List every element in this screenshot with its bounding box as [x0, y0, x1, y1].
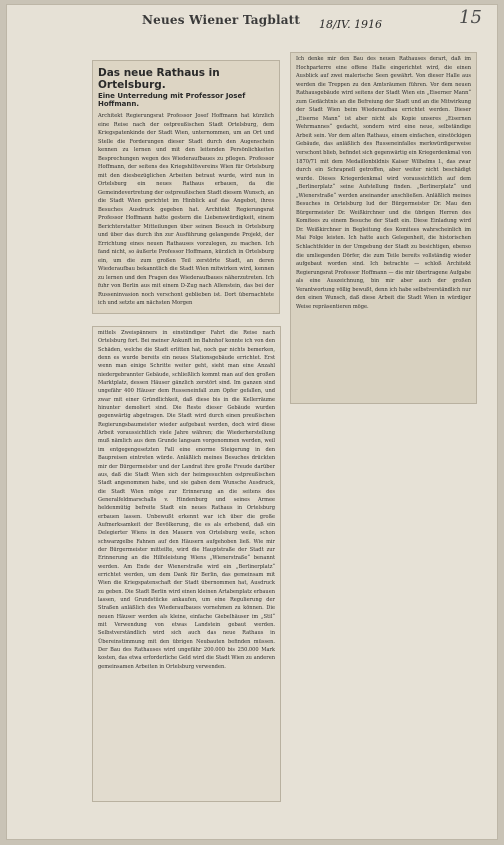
article-body-column-3: Ich denke mir den Bau des neuen Rathauses derart, daß im Hochparterre eine offene Halle eingerichtet wird, die einen Ausblick auf zwei malerische Seen gewährt. Von dieser Halle aus werden die Treppen zu den Amtsräumen führen. Vor dem neuen Rathausgebäude wird seitens der Stadt Wien ein „Eiserner Mann“ zum Gedächtnis an die Befreiung der Stadt und an die Mitwirkung der Stadt Wien beim Wiederaufbau errichtet werden. Dieser „Eiserne Mann“ ist aber nicht als Kopie unseres „Eisernen Wehrmannes“ gedacht, sondern wird eine neue, selbständige Arbeit sein. Vor dem alten Rathaus, einem einfachen, einstöckigen Gebäude, das anläßlich des Russeneinfalles merkwürdigerweise verschont blieb, befindet sich gegenwärtig ein Kriegerdenkmal von 1870/71 mit dem Medaillonbildnis Kaiser Wilhelms I., das zwar durch ein Schrapnell getroffen, aber weiter nicht beschädigt wurde. Dieses Kriegerdenkmal wird voraussichtlich auf dem „Berlinerplatz“ seine Aufstellung finden. „Berlinerplatz“ und „Wienerstraße“ werden aneinander anschließen. Anläßlich meines Besuches in Ortelsburg lud der Bürgermeister Dr. Mau den Bürgermeister Dr. Weißkirchner und die übrigen Herren des Komitees zu einem Besuche der Stadt ein. Diese Einladung wird Dr. Weißkirchner in Begleitung des Komitees wahrscheinlich im Mai Folge leisten. Ich hatte auch Gelegenheit, die historischen Schlachtfelder in der Umgebung der Stadt zu besichtigen, ebenso die umliegenden Dörfer, die zum Teile bereits vollständig wieder aufgebaut worden sind. Ich betrachte — schloß Architekt Regierungsrat Professor Hoffmann — die mir übertragene Aufgabe als eine Auszeichnung, bin mir aber auch der großen Verantwortung völlig bewußt, denn ich habe selbstverständlich nur den einen Wunsch, daß diese Arbeit die Stadt Wien in würdiger Weise repräsentieren möge.: [296, 56, 473, 310]
article-body-column-2: mittels Zweispänners in einstündiger Fahrt die Reise nach Ortelsburg fort. Bei meiner Ankunft im Bahnhof konnte ich von den Schäden, welche die Stadt erlitten hat, noch gar nichts bemerken, denn es wurde bereits ein neues Stationsgebäude errichtet. Erst wenn man einige Schritte weiter geht, sieht man eine Anzahl niedergebrannter Gebäude, schließlich kommt man auf den großen Marktplatz, dessen Häuser gänzlich zerstört sind. Im ganzen sind ungefähr 400 Häuser dem Russeneinfall zum Opfer gefallen, und zwar mit einer Gründlichkeit, daß diese bis in die Kellerräume hinunter demoliert sind. Die Reste dieser Gebäude wurden gegenwärtig abgetragen. Die Stadt wird durch einen preußischen Regierungsbaumeister wieder aufgebaut werden, doch wird diese Arbeit voraussichtlich viele Jahre währen; die Wiederherstellung muß nämlich aus dem Grunde langsam vorgenommen werden, weil im entgegengesetzten Fall eine enorme Steigerung in den Baupreisen eintreten würde. Anläßlich meines Besuches drückten mir der Bürgermeister und der Landrat ihre große Freude darüber aus, daß die Stadt Wien sich der heimgesuchten ostpreußischen Stadt angenommen habe, und sie gaben dem Wunsche Ausdruck, die Stadt Wien möge zur Erinnerung an die seitens des Generalfeldmarschalls v. Hindenburg und seines Armee heldenmütig befreite Stadt ein neues Rathaus in Ortelsburg erbauen lassen. Unbewußt erkennt war ich über die große Aufmerksamkeit der Bevölkerung, die es als erhebend, daß ein Delegierter Wiens in den Mauern von Ortelsburg weile, schon schwarzgelbe Fahnen auf den Häusern aufgehoben ließ. Wie mir der Bürgermeister mitteilte, wird die Hauptstraße der Stadt zur Erinnerung an die Hilfeleistung Wiens „Wienerstraße“ benannt werden. Am Ende der Wienerstraße wird ein „Berlinerplatz“ errichtet werden, um dem Dank für Berlin, das gemeinsam mit Wien die Kriegspatenschaft der Stadt übernommen hat, Ausdruck zu geben. Die Stadt Berlin wird einen kleinen Artabenplatz erbauen lassen, und Grundstücke ankaufen, um eine Regulierung der Straßen anläßlich des Wiederaufbaues vornehmen zu können. Die neuen Häuser werden als kleine, einfache Giebelhäuser im „Stil“ mit Verwendung von etwas Landstein gebaut werden. Selbstverständlich wird sich auch das neue Rathaus in Übereinstimmung mit den übrigen Neubauten befinden müssen. Der Bau des Rathauses wird ungefähr 200.000 bis 250.000 Mark kosten, das etwa erforderliche Geld wird die Stadt Wien zu anderen gemeinsamen Arbeiten in Ortelsburg verwenden.: [98, 330, 277, 670]
article-headline: Das neue Rathaus in Ortelsburg.: [98, 67, 220, 91]
handwritten-date: 18/IV. 1916: [319, 18, 383, 31]
article-clipping-column-1: [92, 60, 280, 314]
newspaper-masthead: Neues Wiener Tagblatt: [142, 13, 301, 27]
page-number: 15: [459, 7, 482, 28]
article-subhead: Eine Unterredung mit Professor Josef Hoffmann.: [98, 92, 246, 108]
article-clipping-column-2: [92, 326, 281, 802]
article-clipping-column-3: [290, 52, 477, 404]
article-body-column-1: Architekt Regierungsrat Professor Josef Hoffmann hat kürzlich eine Reise nach der ostpreußischen Stadt Ortelsburg, dem Kriegspatenkinde der Stadt Wien, unternommen, um an Ort und Stelle die Forderungen dieser Stadt durch den Augenschein kennen zu lernen und mit den leitenden Persönlichkeiten Besprechungen wegen des Wiederaufbaues zu pflegen. Professor Hoffmann, der seitens des Kriegshilfsvereins Wien für Ortelsburg mit den diesbezüglichen Arbeiten betraut wurde, wird nun in Ortelsburg ein neues Rathaus erbauen, da die Gemeindevertretung der ostpreußischen Stadt diesem Wunsch, an die Stadt Wien gerichtet im Hinblick auf das Angebot, ihres Besuches Ausdruck gegeben hat. Architekt Regierungsrat Professor Hoffmann hatte gestern die Liebenswürdigkeit, einem Berichterstatter Mitteilungen über seinen Besuch in Ortelsburg und über das durch ihn zur Ausführung gelangende Projekt, der Errichtung eines neuen Rathauses vorzulegen, zu machen. Ich fand nicht, so äußerte Professor Hoffmann, kürzlich in Ortelsburg ein, um die zum großen Teil zerstörte Stadt, an deren Wiederaufbau bekanntlich die Stadt Wien mitwirken wird, kennen zu lernen und den Fragen des Wiederaufbaues näherzutreten. Ich fuhr von Berlin aus mit einem D-Zug nach Allenstein, das bei der Russeninvasion noch verschont geblieben ist. Dort übernachtete ich und setzte am nächsten Morgen: [98, 113, 276, 306]
